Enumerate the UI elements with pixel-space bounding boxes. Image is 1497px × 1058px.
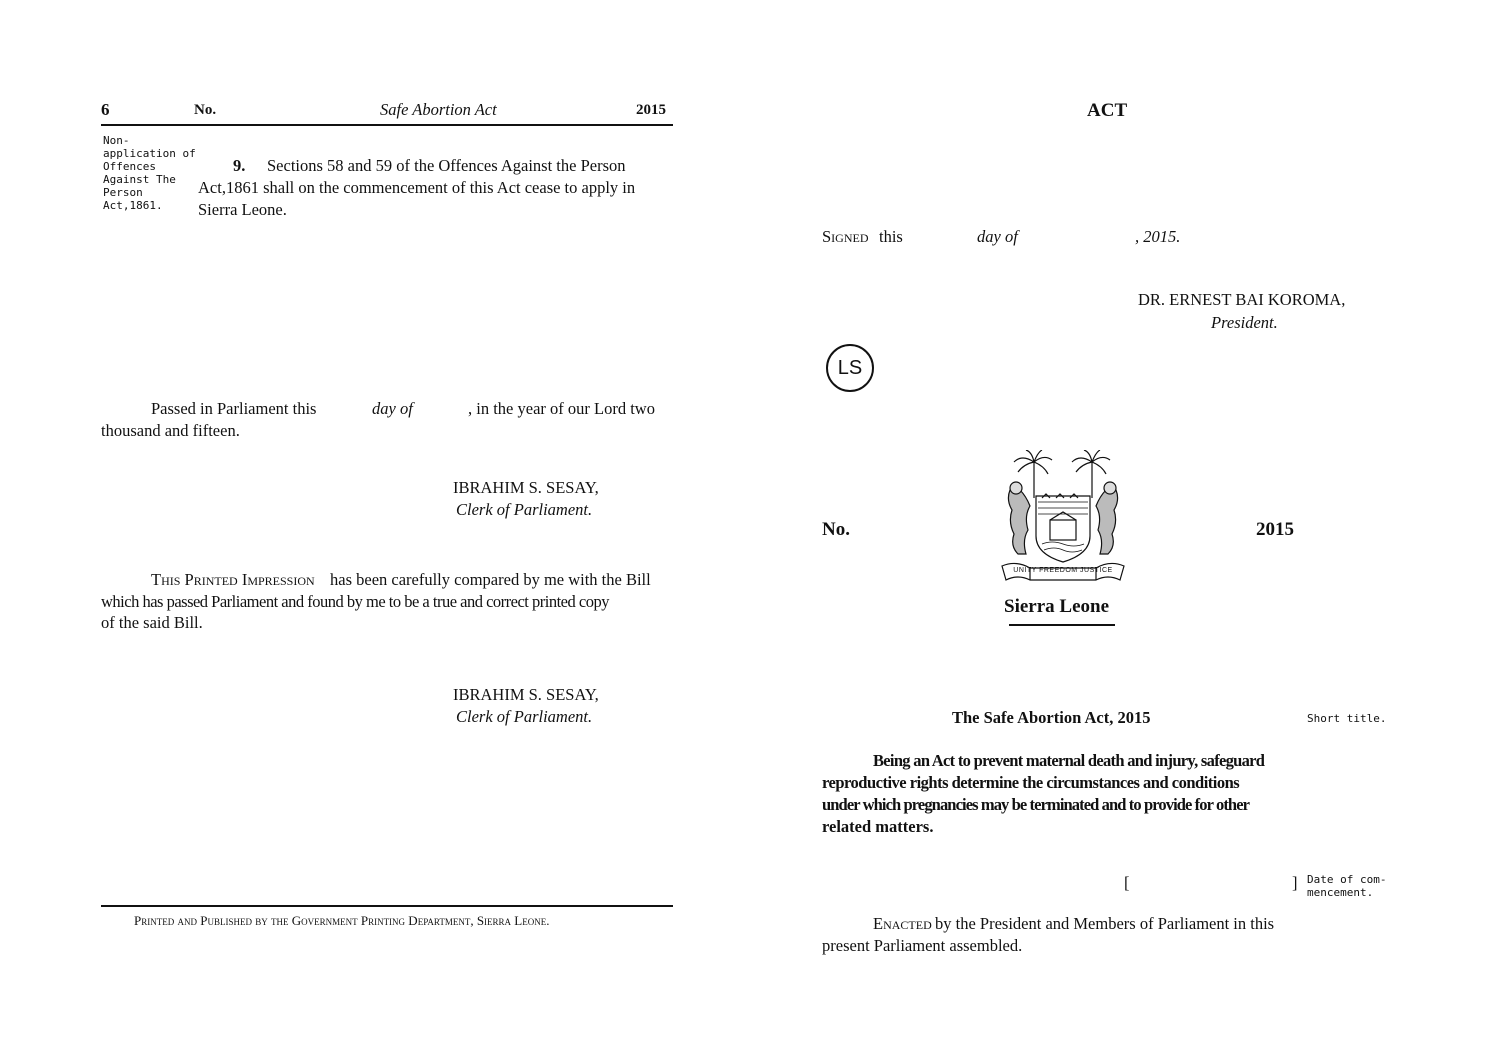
right-year: 2015 [1256,519,1294,540]
signed-day-of: day of [977,227,1018,246]
signed-year: , 2015. [1135,227,1181,246]
signed-this: this [879,227,903,246]
coat-of-arms-motto-text: UNITY FREEDOM JUSTICE [1013,567,1113,574]
commencement-open-bracket: [ [1124,873,1130,892]
right-no-label: No. [822,519,850,540]
president-title: President. [1211,313,1278,332]
impression-smallcaps: This Printed Impression [151,570,315,589]
signed-smallcaps: Signed [822,227,869,246]
commencement-close-bracket: ] [1292,873,1298,892]
footer-rule [101,905,673,907]
section9-number: 9. [233,156,246,175]
header-no-label: No. [194,102,217,118]
ls-seal [826,344,874,392]
enacted-line2: present Parliament assembled. [822,936,1023,955]
header-act-title: Safe Abortion Act [380,100,497,119]
long-title-line2: reproductive rights determine the circumstances and conditions [822,773,1240,792]
impression-line1: has been carefully compared by me with the Bill [330,570,651,589]
long-title-line1: Being an Act to prevent maternal death and injury, safeguard [873,751,1265,770]
country-underline [1009,624,1115,626]
president-name: DR. ERNEST BAI KOROMA, [1138,290,1346,309]
country-name: Sierra Leone [1004,596,1110,617]
long-title-line3: under which pregnancies may be terminated and to provide for other [822,795,1250,814]
page-number: 6 [101,100,110,119]
short-title: The Safe Abortion Act, 2015 [952,708,1151,727]
clerk2-name: IBRAHIM S. SESAY, [453,685,599,704]
section9-line3: Sierra Leone. [198,200,287,219]
long-title-line4: related matters. [822,817,934,836]
clerk1-title: Clerk of Parliament. [456,500,593,519]
footer-printer: Printed and Published by the Government Printing Department, Sierra Leone. [134,913,550,928]
passed-prefix: Passed in Parliament this [151,399,317,418]
coat-of-arms-emblem [996,450,1130,586]
coat-of-arms-svg [996,450,1130,586]
clerk2-title: Clerk of Parliament. [456,707,593,726]
passed-suffix: , in the year of our Lord two [468,399,655,418]
ls-seal-text: LS [837,356,863,379]
passed-line2: thousand and fifteen. [101,421,240,440]
section9-line2: Act,1861 shall on the commencement of this Act cease to apply in [198,178,636,197]
commencement-margin-note: Date of com- mencement. [1307,873,1387,899]
header-year: 2015 [636,102,666,118]
section9-margin-note: Non- application of Offences Against The Person Act,1861. [103,134,196,212]
clerk1-name: IBRAHIM S. SESAY, [453,478,599,497]
section9-line1: Sections 58 and 59 of the Offences Against the Person [267,156,626,175]
impression-line3: of the said Bill. [101,613,203,632]
enacted-line1: by the President and Members of Parliament in this [935,914,1275,933]
impression-line2: which has passed Parliament and found by me to be a true and correct printed copy [101,592,609,611]
act-heading: ACT [1087,100,1128,121]
header-rule [101,124,673,126]
passed-day-of: day of [372,399,413,418]
coat-of-arms-motto [996,567,1130,574]
short-title-margin-note: Short title. [1307,712,1387,725]
enacted-smallcaps: Enacted [873,914,932,933]
